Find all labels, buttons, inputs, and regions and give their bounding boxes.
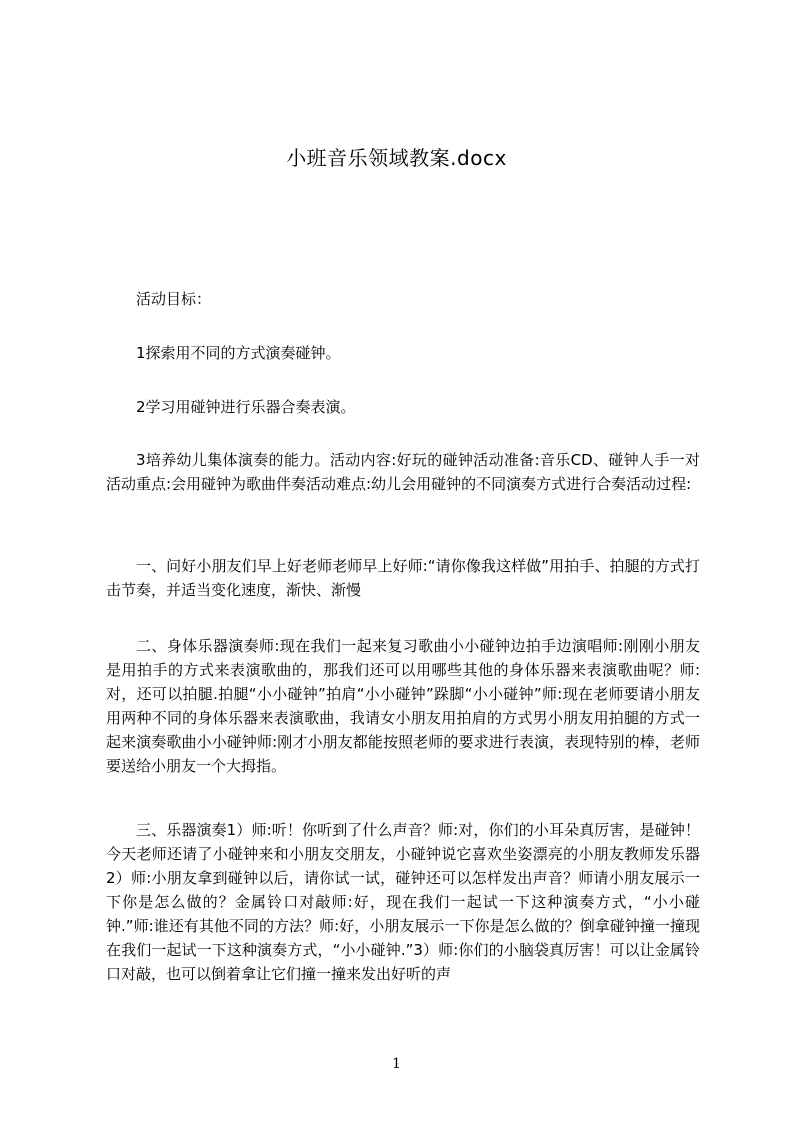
- paragraph-goal-3: [106, 448, 700, 496]
- paragraph-text: 三、乐器演奏1）师:听！你听到了什么声音？师:对，你们的小耳朵真厉害，是碰钟！今天老师还请了小碰钟来和小朋友交朋友，小碰钟说它喜欢坐姿漂亮的小朋友教师发乐器2）师:小朋友拿到碰钟以后，请你试一试，碰钟还可以怎样发出声音？师请小朋友展示一下你是怎么做的？金属铃口对敲师:好，现在我们一起试一下这种演奏方式，“小小碰钟.”师:谁还有其他不同的方法？师:好，小朋友展示一下你是怎么做的？倒拿碰钟撞一撞现在我们一起试一下这种演奏方式，“小小碰钟.”3）师:你们的小脑袋真厉害！可以让金属铃口对敲，也可以倒着拿让它们撞一撞来发出好听的声: [106, 821, 700, 983]
- paragraph-text: 活动目标：: [136, 290, 212, 308]
- paragraph-activity-goals: [106, 287, 700, 311]
- paragraph-text: 2学习用碰钟进行乐器合奏表演。: [136, 398, 356, 416]
- paragraph-goal-2: [106, 395, 700, 419]
- paragraph-section-2: [106, 634, 700, 778]
- paragraph-section-1: [106, 554, 700, 602]
- paragraph-goal-1: [106, 341, 700, 365]
- paragraph-section-3: [106, 818, 700, 986]
- paragraph-text: 二、身体乐器演奏师:现在我们一起来复习歌曲小小碰钟边拍手边演唱师:刚刚小朋友是用拍手的方式来表演歌曲的，那我们还可以用哪些其他的身体乐器来表演歌曲呢？师:对，还可以拍腿.拍腿“小小碰钟”拍肩“小小碰钟”跺脚“小小碰钟”师:现在老师要请小朋友用两种不同的身体乐器来表演歌曲，我请女小朋友用拍肩的方式男小朋友用拍腿的方式一起来演奏歌曲小小碰钟师:刚才小朋友都能按照老师的要求进行表演，表现特别的棒，老师要送给小朋友一个大拇指。: [106, 637, 700, 775]
- paragraph-text: 3培养幼儿集体演奏的能力。活动内容:好玩的碰钟活动准备:音乐CD、碰钟人手一对活动重点:会用碰钟为歌曲伴奏活动难点:幼儿会用碰钟的不同演奏方式进行合奏活动过程:: [106, 451, 700, 493]
- document-title: 小班音乐领域教案.docx: [286, 146, 507, 170]
- paragraph-text: 1探索用不同的方式演奏碰钟。: [136, 344, 341, 362]
- page-number: 1: [392, 1056, 401, 1072]
- paragraph-text: 一、问好小朋友们早上好老师老师早上好师:“请你像我这样做”用拍手、拍腿的方式打击节奏，并适当变化速度，渐快、渐慢: [106, 557, 700, 599]
